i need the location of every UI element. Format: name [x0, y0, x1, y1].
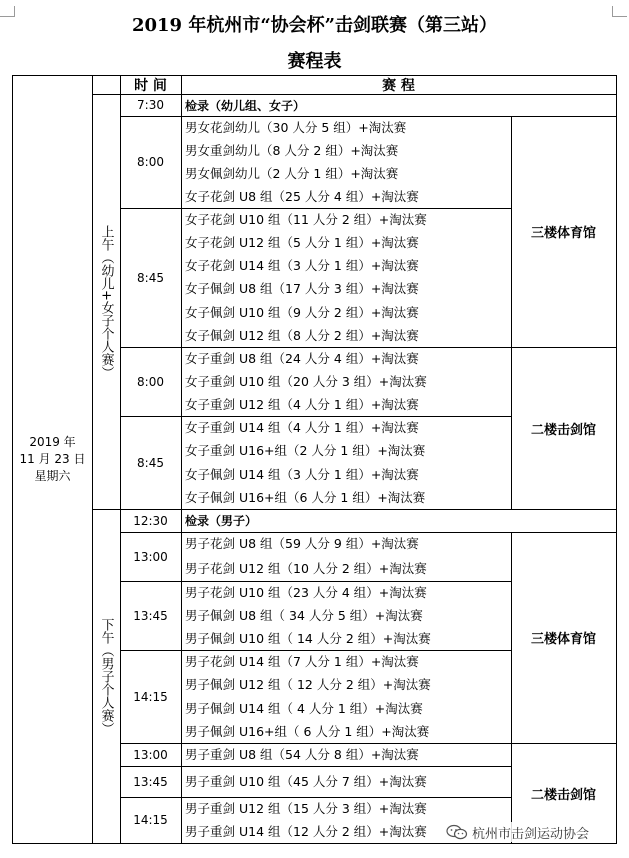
event-date-line1: 2019 年 — [29, 435, 76, 449]
event-group — [181, 347, 512, 417]
venue-label: 三楼体育馆 — [530, 632, 596, 647]
event-line: 男女花剑幼儿（30 人分 5 组）+淘汰赛 — [185, 120, 407, 135]
venue-cell — [511, 116, 617, 348]
event-line: 女子佩剑 U12 组（8 人分 2 组）+淘汰赛 — [185, 327, 419, 343]
event-line: 男子佩剑 U12 组（ 12 人分 2 组）+淘汰赛 — [185, 677, 431, 693]
event-line: 男女佩剑幼儿（2 人分 1 组）+淘汰赛 — [185, 166, 399, 181]
event-line: 女子花剑 U8 组（25 人分 4 组）+淘汰赛 — [185, 189, 419, 204]
time-cell — [120, 347, 182, 417]
time-cell — [120, 94, 182, 117]
venue-label: 二楼击剑馆 — [530, 787, 596, 803]
event-line: 女子花剑 U14 组（3 人分 1 组）+淘汰赛 — [185, 258, 419, 274]
event-date — [20, 434, 86, 485]
time-value: 13:45 — [133, 774, 168, 789]
event-line: 男子重剑 U10 组（45 人分 7 组）+淘汰赛 — [185, 774, 427, 789]
time-cell — [120, 416, 182, 510]
event-line: 男子花剑 U10 组（23 人分 4 组）+淘汰赛 — [185, 585, 427, 600]
event-line: 男子佩剑 U10 组（ 14 人分 2 组）+淘汰赛 — [185, 631, 431, 646]
event-group — [181, 766, 512, 798]
checkin-label: 检录（幼儿组、女子） — [185, 98, 306, 113]
event-line: 女子佩剑 U16+组（6 人分 1 组）+淘汰赛 — [185, 489, 426, 505]
time-value: 14:15 — [133, 689, 168, 704]
checkin-row — [181, 509, 617, 533]
event-line: 男子花剑 U14 组（7 人分 1 组）+淘汰赛 — [185, 654, 419, 669]
event-line: 男子重剑 U8 组（54 人分 8 组）+淘汰赛 — [185, 747, 419, 762]
event-group — [181, 743, 512, 767]
header-time-cell — [120, 75, 182, 95]
event-group — [181, 116, 512, 209]
event-date-line3: 星期六 — [34, 469, 71, 483]
event-group — [181, 416, 512, 510]
time-value: 12:30 — [133, 513, 168, 528]
checkin-row — [181, 94, 617, 117]
event-line: 男子佩剑 U16+组（ 6 人分 1 组）+淘汰赛 — [185, 723, 430, 739]
time-value: 13:00 — [133, 747, 168, 762]
time-cell — [120, 797, 182, 844]
time-cell — [120, 532, 182, 582]
event-line: 女子佩剑 U14 组（3 人分 1 组）+淘汰赛 — [185, 466, 419, 482]
event-line: 女子重剑 U8 组（24 人分 4 组）+淘汰赛 — [185, 351, 419, 366]
document-title: 2019 年杭州市“协会杯”击剑联赛（第三站） — [131, 15, 498, 36]
time-cell — [120, 208, 182, 348]
time-value: 13:45 — [133, 608, 168, 623]
event-line: 女子重剑 U16+组（2 人分 1 组）+淘汰赛 — [185, 443, 426, 459]
venue-cell — [511, 347, 617, 510]
venue-cell — [511, 532, 617, 744]
header-time-label: 时 间 — [134, 78, 167, 94]
time-cell — [120, 509, 182, 533]
event-line: 女子重剑 U12 组（4 人分 1 组）+淘汰赛 — [185, 397, 419, 412]
event-line: 女子花剑 U12 组（5 人分 1 组）+淘汰赛 — [185, 235, 419, 251]
period-label-afternoon: 下午（男子个人赛） — [98, 617, 114, 735]
date-cell — [12, 75, 93, 844]
wechat-icon — [446, 824, 468, 840]
event-line: 女子花剑 U10 组（11 人分 2 组）+淘汰赛 — [185, 212, 427, 227]
time-cell — [120, 743, 182, 767]
time-cell — [120, 650, 182, 744]
time-cell — [120, 766, 182, 798]
time-value: 13:00 — [133, 549, 168, 564]
event-line: 男子花剑 U8 组（59 人分 9 组）+淘汰赛 — [185, 536, 419, 551]
time-cell — [120, 581, 182, 651]
event-line: 女子佩剑 U10 组（9 人分 2 组）+淘汰赛 — [185, 304, 419, 320]
header-blank-cell — [92, 75, 121, 95]
watermark-text: 杭州市击剑运动协会 — [472, 826, 590, 842]
event-line: 男子花剑 U12 组（10 人分 2 组）+淘汰赛 — [185, 560, 427, 576]
time-value: 8:45 — [137, 455, 164, 470]
period-label-morning: 上午（幼儿+女子个人赛） — [98, 224, 114, 379]
time-value: 8:00 — [137, 155, 164, 169]
event-group — [181, 208, 512, 348]
event-line: 男女重剑幼儿（8 人分 2 组）+淘汰赛 — [185, 143, 399, 158]
event-group — [181, 532, 512, 582]
time-cell — [120, 116, 182, 209]
checkin-label: 检录（男子） — [185, 514, 258, 528]
event-line: 男子佩剑 U14 组（ 4 人分 1 组）+淘汰赛 — [185, 700, 423, 716]
document-subtitle: 赛程表 — [287, 51, 342, 72]
period-cell-afternoon — [92, 509, 121, 844]
header-schedule-label: 赛 程 — [382, 78, 415, 94]
venue-label: 二楼击剑馆 — [530, 422, 596, 438]
event-date-line2: 11 月 23 日 — [19, 452, 86, 466]
event-line: 女子佩剑 U8 组（17 人分 3 组）+淘汰赛 — [185, 281, 419, 297]
time-value: 14:15 — [133, 813, 168, 827]
header-schedule-cell — [181, 75, 617, 95]
time-value: 8:45 — [137, 270, 164, 285]
time-value: 7:30 — [137, 98, 164, 112]
event-group — [181, 650, 512, 744]
event-line: 男子重剑 U14 组（12 人分 2 组）+淘汰赛 — [185, 824, 427, 839]
event-line: 男子佩剑 U8 组（ 34 人分 5 组）+淘汰赛 — [185, 608, 423, 623]
watermark — [446, 822, 589, 842]
period-cell-morning — [92, 94, 121, 510]
event-line: 男子重剑 U12 组（15 人分 3 组）+淘汰赛 — [185, 801, 427, 816]
venue-label: 三楼体育馆 — [530, 226, 596, 241]
event-group — [181, 581, 512, 651]
time-value: 8:00 — [137, 374, 164, 389]
event-line: 女子重剑 U10 组（20 人分 3 组）+淘汰赛 — [185, 374, 427, 389]
event-line: 女子重剑 U14 组（4 人分 1 组）+淘汰赛 — [185, 420, 419, 435]
